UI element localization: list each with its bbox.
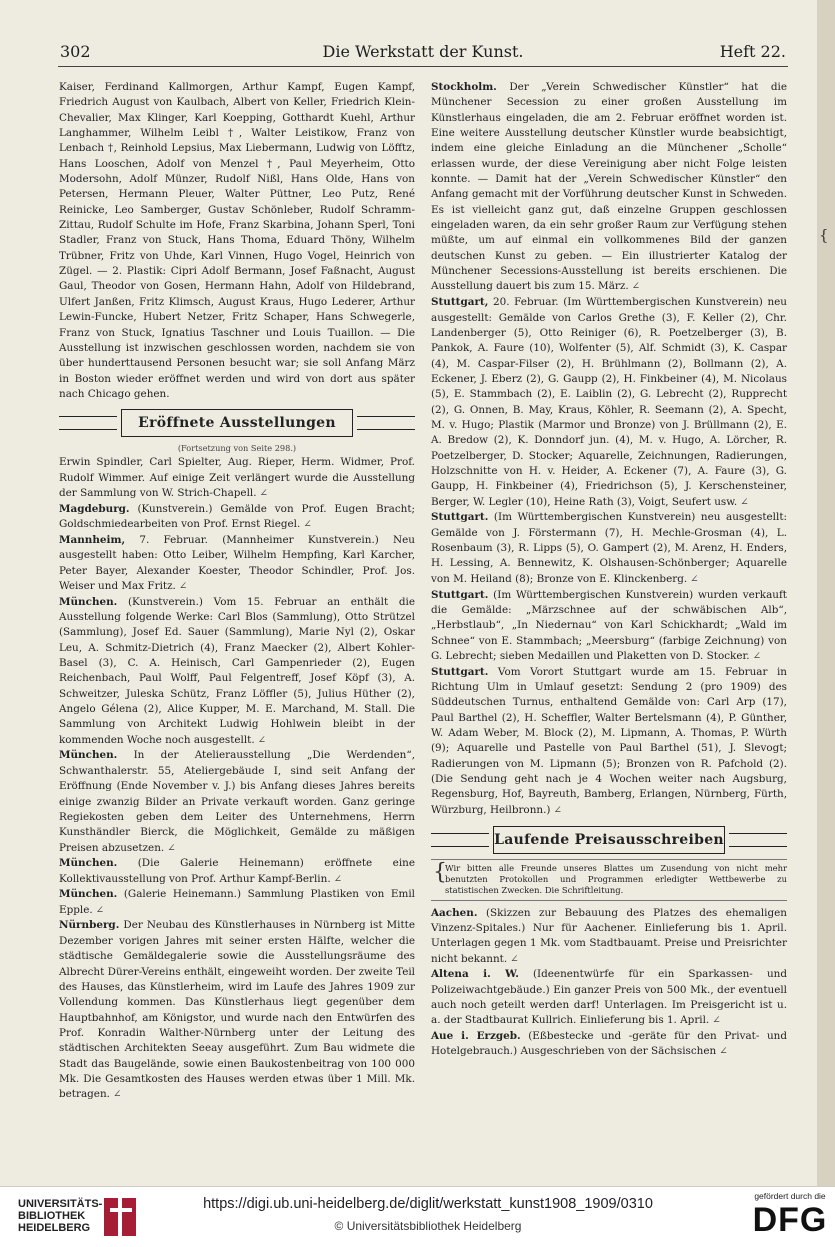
issue-number: Heft 22.	[719, 42, 786, 61]
section-title: Eröffnete Ausstellungen	[121, 409, 353, 437]
end-mark-icon: ∠	[553, 804, 562, 816]
entry-place: Magdeburg.	[59, 502, 130, 515]
right-column	[431, 80, 787, 1060]
end-mark-icon: ∠	[167, 842, 176, 854]
entry-text: (Galerie Heinemann.) Sammlung Plastiken von Emil Epple.	[59, 888, 415, 916]
copyright-notice: © Universitätsbibliothek Heidelberg	[334, 1219, 522, 1233]
end-mark-icon: ∠	[303, 519, 312, 531]
dfg-logo-text: DFG	[752, 1201, 828, 1239]
competition-entries	[431, 906, 787, 1061]
entry-text: (Im Württembergischen Kunstverein) wurden verkauft die Gemälde: „Märzschnee auf der schwäbischen Alb“, „Herbstlaub“, „In Niedernau“ von Karl Schickhardt; „Wald im Schnee“ von E. Stammbach; „Meersburg“ (farbige Zeichnung) von G. Lebrecht; sieben Medaillen und Plaketten von D. Stocker.	[431, 588, 787, 662]
entry-place: Aachen.	[431, 906, 478, 919]
entry-paragraph	[431, 588, 787, 665]
entry-place: München.	[59, 595, 118, 608]
entry-paragraph	[431, 510, 787, 587]
library-emblem-icon	[102, 1196, 140, 1238]
running-head	[58, 36, 788, 67]
rule-left	[431, 833, 489, 847]
entry-paragraph	[59, 748, 415, 856]
end-mark-icon: ∠	[510, 953, 519, 965]
entry-place: Mannheim,	[59, 533, 126, 546]
request-text: Wir bitten alle Freunde unseres Blattes um Zusendung von nicht mehr benutzten Protokollen und Programmen erledigter Wettbewerbe zu statistischen Zwecken. Die Schriftleitung.	[445, 862, 787, 896]
end-mark-icon: ∠	[740, 496, 749, 508]
margin-glyph: {	[819, 226, 829, 244]
editorial-request	[431, 859, 787, 901]
entry-paragraph	[431, 1029, 787, 1060]
entry-place: Altena i. W.	[431, 968, 519, 981]
entry-place: München.	[59, 857, 118, 870]
entry-paragraph	[59, 856, 415, 887]
entry-paragraph	[59, 887, 415, 918]
entry-place: Stuttgart.	[431, 665, 489, 678]
end-mark-icon: ∠	[112, 1089, 122, 1101]
entry-place: Nürnberg.	[59, 919, 120, 932]
end-mark-icon: ∠	[631, 281, 641, 293]
rule-left	[59, 416, 117, 430]
end-mark-icon: ∠	[712, 1015, 721, 1027]
end-mark-icon: ∠	[719, 1046, 728, 1058]
brace-icon: {	[433, 859, 447, 885]
entry-text: (Ideenentwürfe für ein Sparkassen- und Polizeiwachtgebäude.) Ein ganzer Preis von 500 Mk., der eventuell auch noch geteilt werden darf! Unterlagen. Im Preisgericht ist u. a. der Stadtbaurat Kullrich. Einlieferung bis 1. April.	[431, 968, 787, 1027]
entry-text: Vom Vorort Stuttgart wurde am 15. Februar in Richtung Ulm in Umlauf gesetzt: Sendung 2 (pro 1909) des Süddeutschen Turnus, enthaltend Gemälde von: Carl Arp (17), Paul Barthel (2), H. Scheffler, Walter Bertelsmann (4), P. Günther, W. Adam Weber, M. Block (2), M. Lipmann, A. Thomas, P. Würth (9); Aquarelle und Pastelle von Paul Barthel (51), J. Slevogt; Radierungen von M. Lipmann (5); Bronzen von R. Pafchold (2). (Die Sendung geht nach je 4 Wochen weiter nach Augsburg, Regensburg, Hof, Bayreuth, Bamberg, Erlangen, Nürnberg, Fürth, Würzburg, Heilbronn.)	[431, 665, 787, 816]
entry-text: (Im Württembergischen Kunstverein) neu ausgestellt: Gemälde von J. Förstermann (7), H. Mechle-Grosman (4), L. Rosenbaum (3), R. Lipps (5), O. Gampert (2), M. Arenz, H. Enders, H. Lessing, A. Bennewitz, K. Olshausen-Schönberger; Aquarelle von M. Heiland (8); Bronze von E. Klinckenberg.	[431, 511, 787, 585]
entry-paragraph	[431, 80, 787, 295]
entry-place: Aue i. Erzgeb.	[431, 1030, 521, 1043]
funded-by-label: gefördert durch die	[754, 1191, 826, 1201]
entry-paragraph	[59, 595, 415, 749]
end-mark-icon: ∠	[333, 873, 343, 885]
viewer-footer	[0, 1186, 835, 1247]
end-mark-icon: ∠	[259, 488, 268, 499]
rule-right	[729, 833, 787, 847]
entry-text: (Skizzen zur Bebauung des Platzes des ehemaligen Vinzenz-Spitales.) Nur für Aachener. Einlieferung bis 1. April. Unterlagen gegen 1 Mk. vom Stadtbauamt. Preise und Preisrichter nicht bekannt.	[431, 906, 787, 965]
entry-paragraph	[431, 295, 787, 510]
end-mark-icon: ∠	[752, 650, 761, 662]
section-header-competitions	[431, 826, 787, 854]
entry-paragraph	[431, 906, 787, 968]
end-mark-icon: ∠	[178, 580, 188, 592]
page-edge	[817, 0, 835, 1186]
permalink-url[interactable]: https://digi.ub.uni-heidelberg.de/diglit/werkstatt_kunst1908_1909/0310	[203, 1196, 653, 1212]
entry-paragraph	[59, 455, 415, 501]
funder-logo[interactable]	[748, 1191, 832, 1243]
entry-place: Stuttgart,	[431, 296, 489, 309]
entry-text: In der Atelierausstellung „Die Werdenden“, Schwanthalerstr. 55, Ateliergebäude I, sind seit Anfang der Eröffnung (Ende November v. J.) bis Anfang dieses Jahres bereits einige zwanzig Bilder an Private verkauft worden. Ganz geringe Regiekosten geben dem Leiter des Unternehmens, Herrn Kunsthändler Bierck, die Möglichkeit, Gemälde zu mäßigen Preisen abzusetzen.	[59, 749, 415, 854]
entry-place: München.	[59, 749, 118, 762]
entry-place: Stuttgart.	[431, 511, 489, 524]
end-mark-icon: ∠	[257, 734, 267, 746]
entry-text: Der „Verein Schwedischer Künstler“ hat die Münchener Secession zu einer großen Ausstellung im Künstlerhaus eingeladen, die am 2. Februar eröffnet worden ist. Eine weitere Ausstellung deutscher Künstler wurde beabsichtigt, indem eine gleiche Einladung an die Münchener „Scholle“ erlassen wurde, der diese Vereinigung aber nicht Folge leisten konnte. — Damit hat der „Verein Schwedischer Künstler“ den Anfang gemacht mit der Vorführung deutscher Kunst in Schweden. Es ist vielleicht ganz gut, daß einzelne Gruppen geschlossen eingeladen waren, da ein sehr großer Raum zur Verfügung stehen müßte, um auf einmal ein vollkommenes Bild der ganzen deutschen Kunst zu geben. — Ein illustrierter Katalog der Münchener Secessions-Ausstellung ist bereits erschienen. Die Ausstellung dauert bis zum 15. März.	[431, 81, 788, 293]
exhibition-entries-continued	[431, 80, 787, 819]
section-title: Laufende Preisausschreiben	[493, 826, 725, 854]
entry-place: Stockholm.	[431, 81, 497, 93]
entry-text: 7. Februar. (Mannheimer Kunstverein.) Neu ausgestellt haben: Otto Leiber, Wilhelm Hempfing, Karl Karcher, Peter Bayer, Alexander Koester, Theodor Schindler, Prof. Jos. Weiser und Max Fritz.	[59, 533, 415, 592]
entry-text: (Kunstverein.) Gemälde von Prof. Eugen Bracht; Goldschmiedearbeiten von Prof. Ernst Riegel.	[59, 502, 416, 531]
section-header-exhibitions	[59, 409, 415, 437]
entry-paragraph	[59, 918, 415, 1103]
entry-paragraph	[431, 665, 787, 819]
journal-title: Die Werkstatt der Kunst.	[322, 42, 524, 61]
continuation-note: (Fortsetzung von Seite 298.)	[177, 443, 297, 454]
entry-place: München.	[59, 888, 118, 901]
exhibition-entries	[59, 455, 415, 1103]
end-mark-icon: ∠	[95, 904, 105, 916]
end-mark-icon: ∠	[690, 573, 699, 585]
entry-text: (Kunstverein.) Vom 15. Februar an enthält die Ausstellung folgende Werke: Carl Blos (Sammlung), Otto Strützel (Sammlung), Josef Ed. Sauer (Sammlung), Marie Nyl (2), Oskar Leu, A. Schmitz-Dietrich (4), Franz Maecker (2), Albert Kohler-Basel (3), C. A. Heinisch, Carl Gampenrieder (2), Eugen Reichenbach, Paul Wolff, Paul Felgentreff, Josef Köpf (3), A. Schweitzer, Juleska Schütz, Franz Löffler (5), Julius Hüther (2), Angelo Gélena (2), Alice Kupper, M. E. Marchand, M. Stall. Die Sammlung von Architekt Ludwig Hohlwein bleibt in der kommenden Woche noch ausgestellt.	[59, 595, 415, 746]
page-number: 302	[60, 42, 91, 61]
entry-text: (Eßbestecke und -geräte für den Privat- und Hotelgebrauch.) Ausgeschrieben von der Sächsischen	[431, 1030, 787, 1058]
rule-right	[357, 416, 415, 430]
entry-paragraph	[431, 967, 787, 1029]
entry-text: 20. Februar. (Im Württembergischen Kunstverein) neu ausgestellt: Gemälde von Carlos Grethe (3), F. Keller (2), Chr. Landenberger (5), Otto Reiniger (6), R. Poetzelberger (3), B. Pankok, A. Faure (10), Wolfenter (5), Alf. Schmidt (3), K. Caspar (4), M. Caspar-Filser (2), H. Brühlmann (2), Bollmann (2), A. Eckener, J. Eberz (2), G. Gaupp (2), H. Finkbeiner (4), M. Nicolaus (5), E. Stammbach (2), E. Laiblin (2), G. Lebrecht (2), Rupprecht (2), G. Onnen, B. May, Kraus, Köhler, R. Seemann (2), A. Specht, M. v. Hugo; Plastik (Marmor und Bronze) von J. Brüllmann (2), E. A. Bredow (2), K. Donndorf jun. (4), M. v. Hugo, A. Lörcher, R. Poetzelberger, D. Stocker; Aquarelle, Zeichnungen, Radierungen, Holzschnitte von H. v. Heider, A. Eckener (7), A. Faure (3), G. Gaupp, H. Finkbeiner (4), Friedrichson (5), J. Kerschensteiner, Berger, W. Legler (10), Heine Rath (3), Voigt, Seufert usw.	[431, 296, 787, 508]
artist-list-paragraph: Kaiser, Ferdinand Kallmorgen, Arthur Kampf, Eugen Kampf, Friedrich August von Kaulbach, Albert von Keller, Friedrich Klein-Chevalier, Max Klinger, Karl Koepping, Gotthardt Kuehl, Arthur Langhammer, Wilhelm Leibl †, Walter Leistikow, Franz von Lenbach †, Reinhold Lepsius, Max Liebermann, Ludwig von Löfftz, Hans Looschen, Adolf von Menzel †, Paul Meyerheim, Otto Modersohn, Adolf Münzer, Rudolf Nißl, Hans Olde, Hans von Petersen, Hermann Pleuer, Walter Püttner, Leo Putz, René Reinicke, Leo Samberger, Gustav Schönleber, Rudolf Schramm-Zittau, Rudolf Schulte im Hofe, Franz Skarbina, Johann Sperl, Toni Stadler, Franz von Stuck, Hans Thoma, Eduard Thöny, Wilhelm Trübner, Fritz von Uhde, Karl Vinnen, Hugo Vogel, Heinrich von Zügel. — 2. Plastik: Cipri Adolf Bermann, Josef Faßnacht, August Gaul, Theodor von Gosen, Hermann Hahn, Adolf von Hildebrand, Ulfert Janßen, Fritz Klimsch, August Kraus, Hugo Lederer, Arthur Lewin-Funcke, Hubert Netzer, Fritz Schaper, Hans Schwegerle, Franz von Stuck, Ignatius Taschner und Louis Tuaillon. — Die Ausstellung ist inzwischen geschlossen worden, nachdem sie von über hunderttausend Personen besucht war; sie soll Anfang März in Boston wieder eröffnet werden und wird von dort aus später nach Chicago gehen.	[59, 81, 415, 400]
entry-place: Stuttgart.	[431, 588, 489, 601]
entry-text: Erwin Spindler, Carl Spielter, Aug. Rieper, Herm. Widmer, Prof. Rudolf Wimmer. Auf einige Zeit verlängert wurde die Ausstellung der Sammlung von W. Strich-Chapell.	[59, 456, 415, 499]
entry-text: Der Neubau des Künstlerhauses in Nürnberg ist Mitte Dezember vorigen Jahres mit seiner ersten Hälfte, welcher die städtische Gemäldegalerie sowie die Ausstellungsräume des Albrecht Dürer-Vereins enthält, eingeweiht worden. Der zweite Teil des Hauses, das Künstlerheim, wird im Laufe des Jahres 1909 zur Vollendung kommen. Das Künstlerhaus liegt gegenüber dem Hauptbahnhof, am Königstor, und wurde nach den Entwürfen des Prof. Konradin Walther-Nürnberg unter der Leitung des städtischen Architekten Seeay ausgeführt. Zum Bau widmete die Stadt das Baugelände, sowie einen Baukostenbeitrag von 100 000 Mk. Die Gesamtkosten des Hauses werden etwas über 1 Mill. Mk. betragen.	[59, 919, 415, 1101]
library-name: UNIVERSITÄTS- BIBLIOTHEK HEIDELBERG	[18, 1198, 103, 1234]
left-column	[59, 80, 415, 1103]
entry-paragraph	[59, 502, 415, 533]
library-logo[interactable]	[18, 1194, 148, 1240]
entry-paragraph	[59, 533, 415, 595]
entry-text: (Die Galerie Heinemann) eröffnete eine Kollektivausstellung von Prof. Arthur Kampf-Berlin.	[59, 857, 415, 885]
